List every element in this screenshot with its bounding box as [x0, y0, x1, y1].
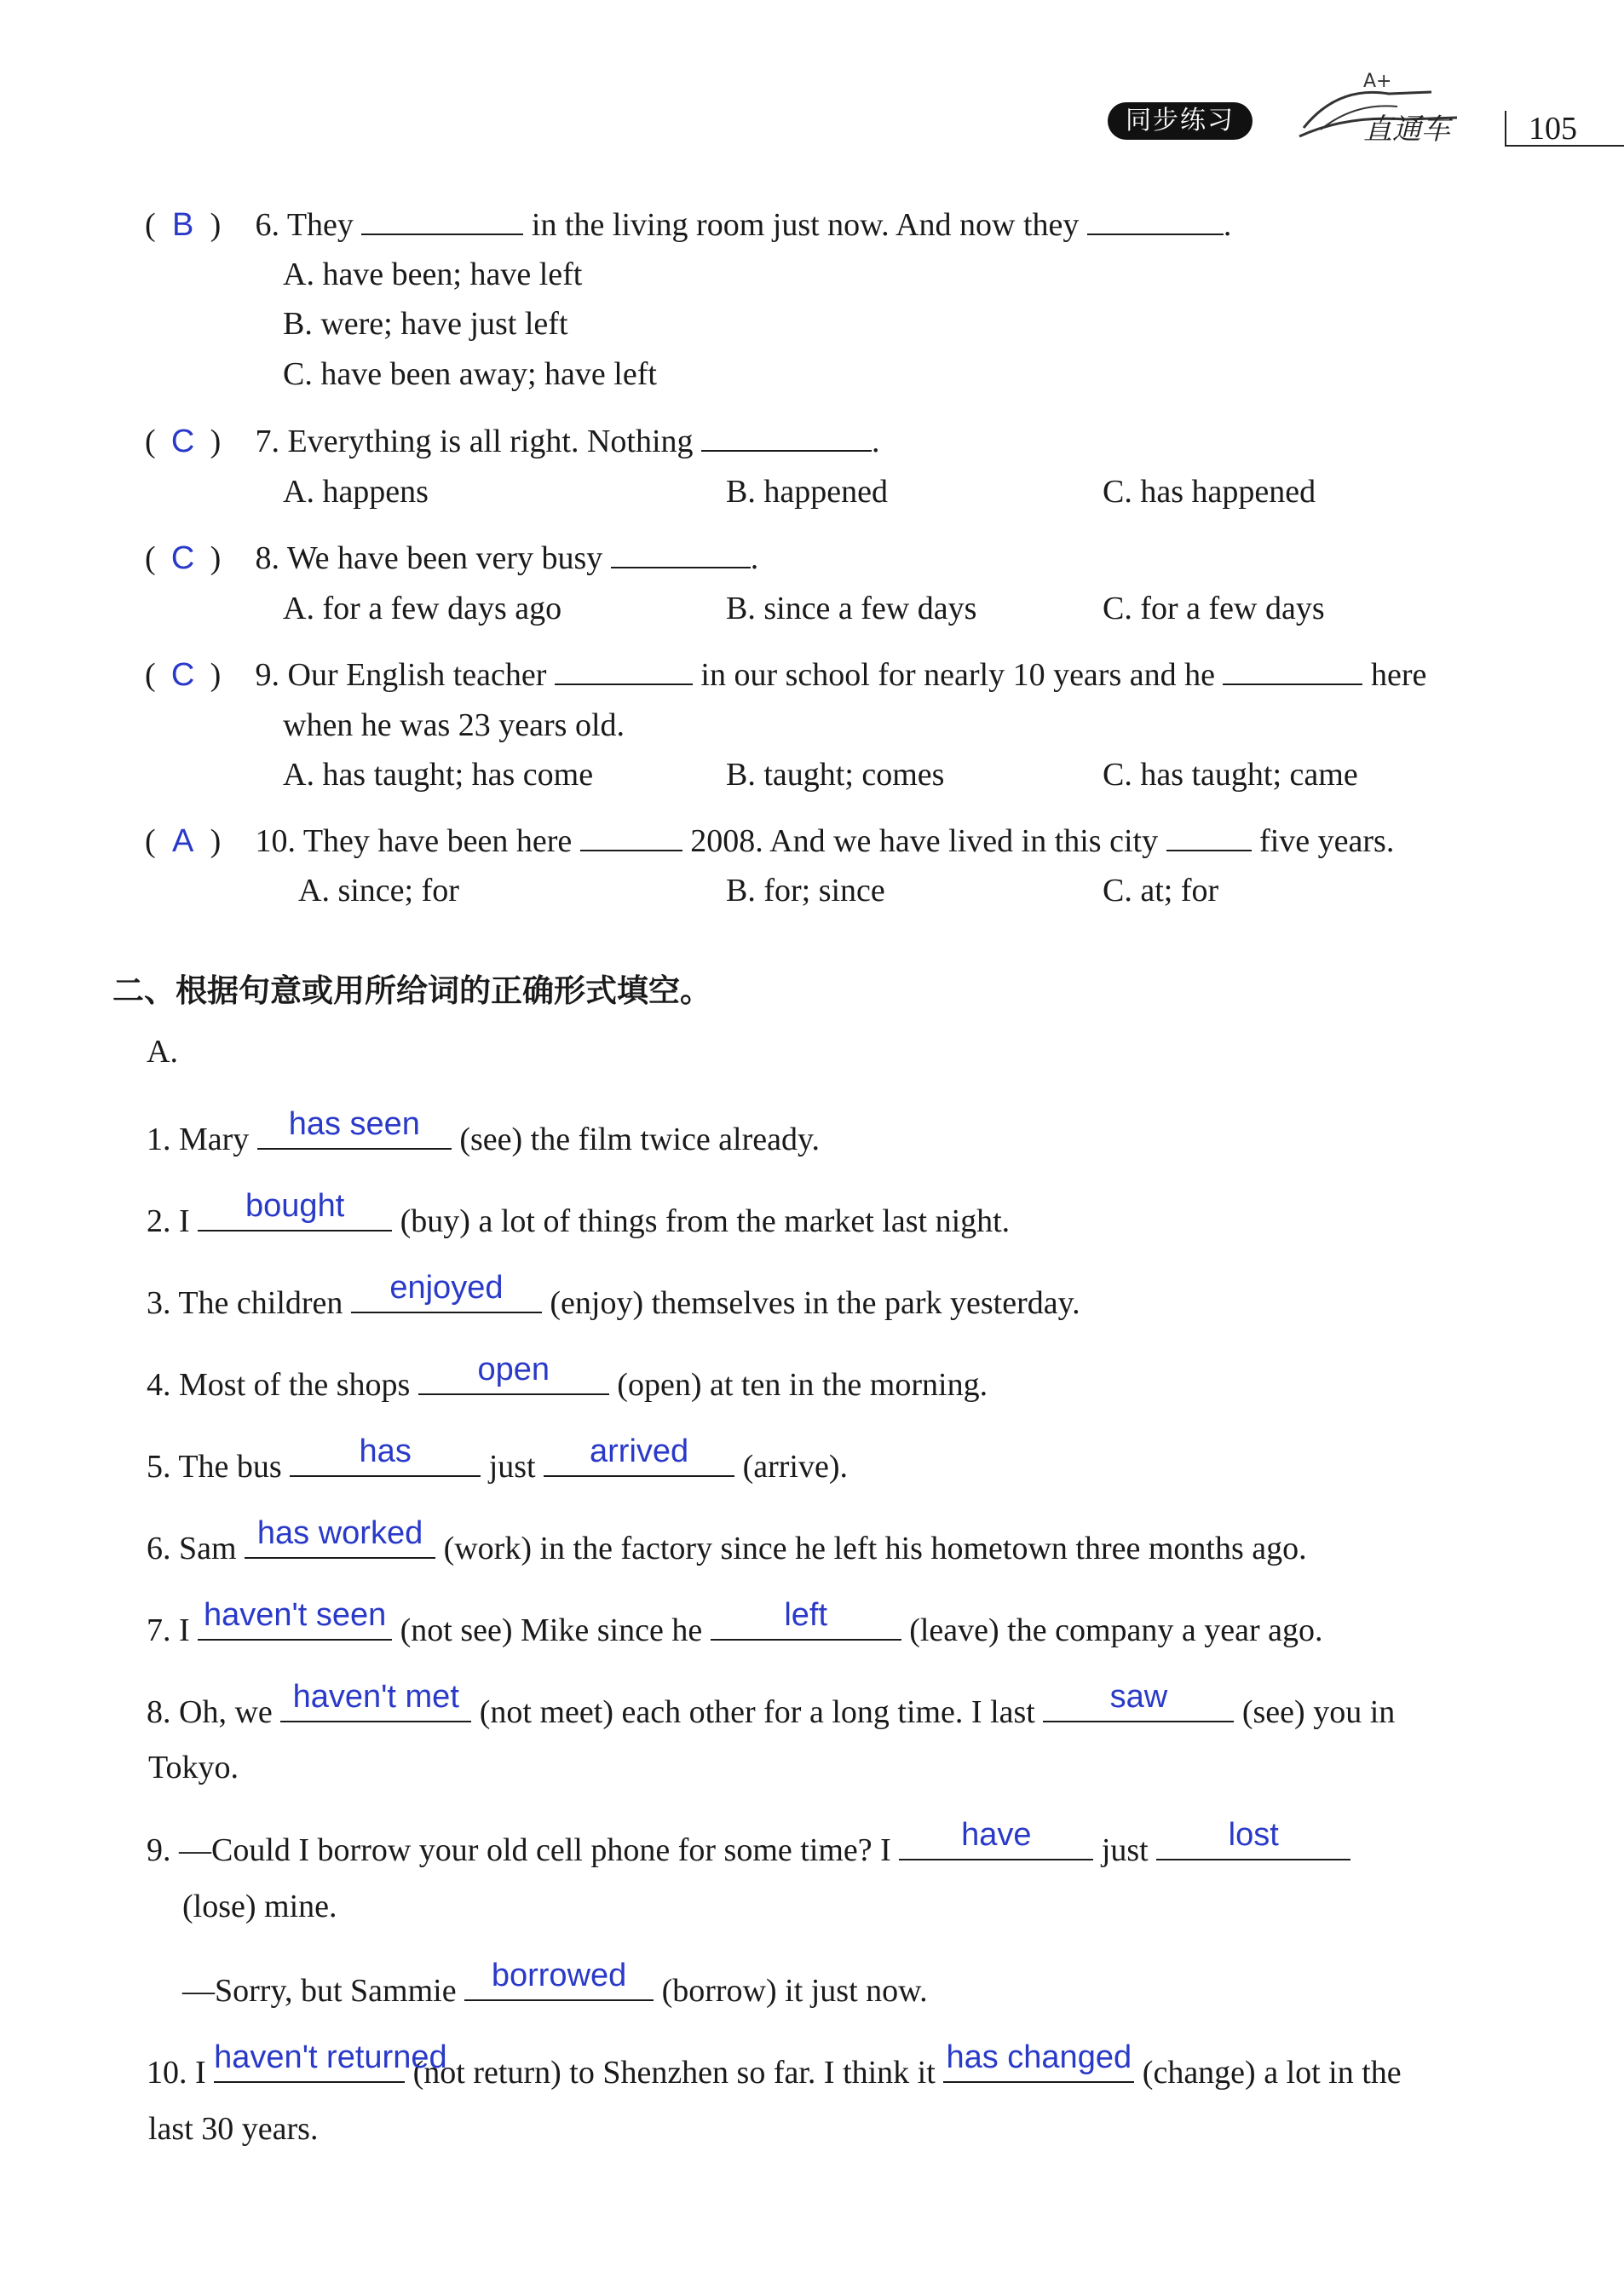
item-text: 2. I	[147, 1203, 190, 1239]
page-header	[1108, 71, 1624, 162]
question-text: Our English teacher	[287, 657, 547, 693]
answer-blank	[198, 1188, 392, 1232]
fill-item-10	[147, 2039, 1402, 2091]
option: C. has happened	[1103, 474, 1316, 510]
question-text: five years.	[1259, 823, 1395, 859]
item-text: 4. Most of the shops	[147, 1367, 411, 1403]
handwritten-answer: has changed	[946, 2039, 1132, 2075]
mc-question-8	[145, 539, 758, 577]
question-text: We have been very busy	[286, 540, 603, 576]
answer-blank	[899, 1817, 1093, 1860]
handwritten-answer: haven't returned	[214, 2039, 447, 2075]
handwritten-answer: lost	[1228, 1817, 1279, 1853]
answer-blank	[290, 1433, 481, 1477]
item-text: (enjoy) themselves in the park yesterday.	[550, 1285, 1080, 1321]
answer-paren: ( C )	[145, 424, 222, 459]
blank	[555, 658, 693, 685]
fill-item-8	[147, 1679, 1396, 1731]
handwritten-answer: has	[359, 1433, 412, 1469]
handwritten-answer: borrowed	[491, 1958, 627, 1993]
item-text: (not see) Mike since he	[400, 1612, 703, 1648]
option: A. has taught; has come	[283, 757, 594, 793]
fill-item-9	[147, 1817, 1350, 1869]
option: A. for a few days ago	[283, 591, 562, 626]
mc-question-6	[145, 206, 1231, 244]
handwritten-answer: open	[477, 1352, 550, 1387]
item-text: 8. Oh, we	[147, 1694, 273, 1730]
handwritten-answer: enjoyed	[389, 1270, 504, 1306]
answer-blank	[464, 1958, 654, 2001]
answer-blank	[351, 1270, 542, 1313]
blank	[611, 541, 751, 568]
answer-blank	[214, 2039, 447, 2083]
answer-blank	[198, 1597, 392, 1641]
item-text: 1. Mary	[147, 1122, 250, 1157]
option: C. for a few days	[1103, 591, 1325, 626]
option: A. have been; have left	[283, 257, 583, 292]
answer-blank	[257, 1106, 452, 1150]
answer-blank	[943, 2039, 1134, 2083]
option: C. have been away; have left	[283, 356, 657, 392]
section-badge: 同步练习	[1108, 102, 1253, 140]
blank	[1223, 658, 1362, 685]
item-text: (buy) a lot of things from the market last night.	[400, 1203, 1011, 1239]
option: B. taught; comes	[726, 757, 945, 793]
answer-blank	[418, 1352, 609, 1395]
question-number: 6.	[255, 207, 279, 243]
question-text: in our school for nearly 10 years and he	[700, 657, 1215, 693]
question-text: when he was 23 years old.	[283, 707, 625, 743]
question-text: They have been here	[302, 823, 573, 859]
handwritten-answer: saw	[1109, 1679, 1168, 1715]
fill-item-6	[147, 1515, 1307, 1567]
question-number: 7.	[255, 424, 279, 459]
page-number: 105	[1505, 111, 1624, 147]
item-text: 3. The children	[147, 1285, 343, 1321]
question-text: .	[1223, 207, 1232, 243]
answer-choice: B	[171, 207, 194, 243]
item-text: 9. —Could I borrow your old cell phone for some time? I	[147, 1832, 891, 1868]
item-text: just	[488, 1449, 536, 1485]
question-text: here	[1370, 657, 1427, 693]
fill-item-3	[147, 1270, 1080, 1322]
answer-blank	[711, 1597, 901, 1641]
question-text: in the living room just now. And now they	[531, 207, 1080, 243]
answer-blank	[245, 1515, 435, 1559]
answer-blank	[544, 1433, 734, 1477]
handwritten-answer: bought	[245, 1188, 345, 1224]
item-text: just	[1101, 1832, 1149, 1868]
answer-choice: C	[170, 657, 195, 693]
item-text: —Sorry, but Sammie	[182, 1973, 457, 2009]
option: A. since; for	[298, 873, 459, 909]
handwritten-answer: left	[784, 1597, 828, 1633]
item-text: (borrow) it just now.	[661, 1973, 928, 2009]
question-number: 8.	[255, 540, 279, 576]
answer-paren: ( A )	[145, 823, 222, 859]
question-text: They	[286, 207, 354, 243]
fill-item-1	[147, 1106, 821, 1158]
handwritten-answer: haven't met	[292, 1679, 459, 1715]
option: B. since a few days	[726, 591, 977, 626]
answer-paren: ( C )	[145, 540, 222, 576]
item-text: (see) the film twice already.	[459, 1122, 821, 1157]
item-text: Tokyo.	[148, 1750, 239, 1785]
item-text: (leave) the company a year ago.	[909, 1612, 1323, 1648]
question-number: 9.	[255, 657, 279, 693]
item-text: (not meet) each other for a long time. I last	[479, 1694, 1035, 1730]
blank	[580, 824, 682, 851]
question-text: 2008. And we have lived in this city	[690, 823, 1159, 859]
question-text: .	[872, 424, 880, 459]
item-text: (arrive).	[742, 1449, 849, 1485]
question-number: 10.	[255, 823, 296, 859]
mc-question-10	[145, 822, 1394, 860]
answer-choice: A	[171, 823, 194, 859]
subsection-label: A.	[147, 1034, 178, 1070]
question-text: .	[750, 540, 759, 576]
item-text: 7. I	[147, 1612, 190, 1648]
option: B. for; since	[726, 873, 885, 909]
handwritten-answer: has seen	[288, 1106, 420, 1142]
blank	[1087, 208, 1224, 235]
section-title: 二、根据句意或用所给词的正确形式填空。	[112, 972, 711, 1009]
answer-blank	[1156, 1817, 1350, 1860]
answer-paren: ( C )	[145, 657, 222, 693]
fill-item-4	[147, 1352, 988, 1404]
answer-choice: C	[170, 424, 195, 459]
logo-text: 直通车	[1363, 112, 1450, 147]
item-text: 5. The bus	[147, 1449, 282, 1485]
blank	[361, 208, 523, 235]
handwritten-answer: have	[961, 1817, 1032, 1853]
fill-item-7	[147, 1597, 1323, 1649]
svg-text:A+: A+	[1363, 71, 1392, 92]
item-text: 10. I	[147, 2055, 206, 2091]
item-text: 6. Sam	[147, 1531, 237, 1566]
item-text: (change) a lot in the	[1142, 2055, 1402, 2091]
answer-blank	[280, 1679, 471, 1722]
blank	[1166, 824, 1252, 851]
answer-paren: ( B )	[145, 207, 222, 243]
option: B. were; have just left	[283, 306, 568, 342]
question-text: Everything is all right. Nothing	[287, 424, 694, 459]
fill-item-2	[147, 1188, 1011, 1240]
answer-choice: C	[170, 540, 195, 576]
option: C. has taught; came	[1103, 757, 1358, 793]
option: A. happens	[283, 474, 429, 510]
item-text: (see) you in	[1241, 1694, 1396, 1730]
handwritten-answer: has worked	[256, 1515, 423, 1551]
item-text: (open) at ten in the morning.	[617, 1367, 988, 1403]
option: C. at; for	[1103, 873, 1219, 909]
fill-item-9-reply	[182, 1958, 928, 2010]
answer-blank	[1043, 1679, 1234, 1722]
fill-item-5	[147, 1433, 849, 1485]
item-text: last 30 years.	[148, 2111, 319, 2147]
item-text: (work) in the factory since he left his hometown three months ago.	[443, 1531, 1307, 1566]
mc-question-9	[145, 656, 1426, 694]
item-text: (lose) mine.	[182, 1889, 337, 1924]
mc-question-7	[145, 423, 880, 460]
handwritten-answer: haven't seen	[204, 1597, 387, 1633]
item-text: (not return) to Shenzhen so far. I think it	[412, 2055, 936, 2091]
option: B. happened	[726, 474, 888, 510]
handwritten-answer: arrived	[590, 1433, 689, 1469]
blank	[701, 424, 872, 452]
